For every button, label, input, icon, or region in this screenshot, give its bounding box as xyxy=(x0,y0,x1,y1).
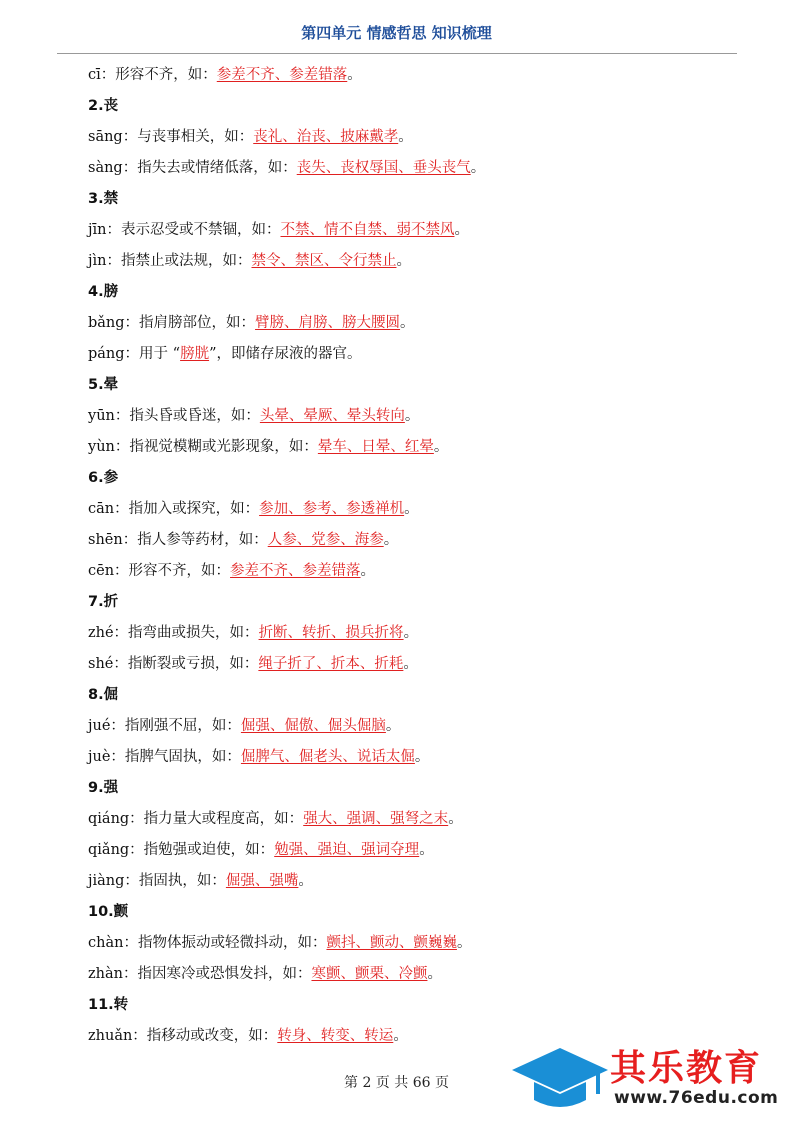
entry-suffix: 。 xyxy=(427,966,442,982)
page-number: 第 2 页 共 66 页 xyxy=(344,1075,449,1091)
section-heading: 6.参 xyxy=(88,470,119,486)
section-heading: 3.禁 xyxy=(88,191,119,207)
entry-definition: zhuǎn：指移动或改变，如： xyxy=(88,1028,278,1044)
entry-definition: cī：形容不齐，如： xyxy=(88,67,217,83)
entry-definition: jīn：表示忍受或不禁锢，如： xyxy=(88,222,281,238)
entry-examples: 倔强、强嘴 xyxy=(225,873,299,889)
entry-examples: 参差不齐、参差错落 xyxy=(230,563,361,579)
section-heading: 8.倔 xyxy=(88,687,119,703)
watermark-logo xyxy=(510,1038,790,1118)
pronunciation-entry xyxy=(88,804,728,835)
entry-definition: qiáng：指力量大或程度高，如： xyxy=(88,811,304,827)
entry-suffix: 。 xyxy=(396,253,411,269)
section-heading: 4.膀 xyxy=(88,284,119,300)
entry-suffix: 。 xyxy=(448,811,463,827)
entry-definition: páng：用于 “ xyxy=(88,346,181,362)
pronunciation-entry xyxy=(88,308,728,339)
entry-suffix: 。 xyxy=(400,315,415,331)
watermark-name: 其乐教育 xyxy=(610,1048,763,1089)
entry-examples: 丧礼、治丧、披麻戴孝 xyxy=(253,129,399,145)
entry-examples: 臂膀、肩膀、膀大腰圆 xyxy=(255,315,401,331)
entry-examples: 强大、强调、强弩之末 xyxy=(303,811,449,827)
page-header-title: 第四单元 情感哲思 知识梳理 xyxy=(301,24,492,42)
entry-examples: 参加、参考、参透禅机 xyxy=(259,501,405,517)
entry-definition: cān：指加入或探究，如： xyxy=(88,501,260,517)
entry-definition: zhé：指弯曲或损失，如： xyxy=(88,625,259,641)
pronunciation-entry xyxy=(88,432,728,463)
entry-suffix: ”，即储存尿液的器官。 xyxy=(209,346,362,362)
entry-suffix: 。 xyxy=(456,935,472,951)
entry-examples: 倔脾气、倔老头、说话太倔 xyxy=(240,749,415,765)
entry-definition: yūn：指头昏或昏迷，如： xyxy=(88,408,260,424)
pronunciation-entry xyxy=(88,711,728,742)
entry-examples: 转身、转变、转运 xyxy=(277,1028,394,1044)
entry-examples: 倔强、倔傲、倔头倔脑 xyxy=(240,718,386,734)
pronunciation-entry xyxy=(88,153,728,184)
pronunciation-entry xyxy=(88,866,728,897)
entry-definition: shé：指断裂或亏损，如： xyxy=(88,656,259,672)
pronunciation-entry xyxy=(88,215,728,246)
entry-suffix: 。 xyxy=(403,656,418,672)
entry-definition: jué：指刚强不屈，如： xyxy=(88,718,241,734)
entry-definition: cēn：形容不齐，如： xyxy=(88,563,231,579)
pronunciation-entry xyxy=(88,122,728,153)
pronunciation-entry xyxy=(88,618,728,649)
entry-suffix: 。 xyxy=(433,439,449,455)
entry-examples: 丧失、丧权辱国、垂头丧气 xyxy=(296,160,471,176)
entry-suffix: 。 xyxy=(419,842,434,858)
entry-suffix: 。 xyxy=(385,718,401,734)
document-body xyxy=(88,60,728,1052)
entry-suffix: 。 xyxy=(360,563,376,579)
entry-definition: chàn：指物体振动或轻微抖动，如： xyxy=(88,935,327,951)
section-heading: 7.折 xyxy=(88,594,119,610)
section-heading: 2.丧 xyxy=(88,98,119,114)
entry-suffix: 。 xyxy=(454,222,469,238)
entry-examples: 晕车、日晕、红晕 xyxy=(317,439,434,455)
entry-definition: jìn：指禁止或法规，如： xyxy=(88,253,252,269)
entry-examples: 勉强、强迫、强词夺理 xyxy=(274,842,420,858)
entry-suffix: 。 xyxy=(414,749,430,765)
pronunciation-entry xyxy=(88,928,728,959)
pronunciation-entry xyxy=(88,556,728,587)
entry-definition: jiàng：指固执，如： xyxy=(88,873,226,889)
pronunciation-entry xyxy=(88,742,728,773)
section-heading: 9.强 xyxy=(88,780,119,796)
entry-definition: qiǎng：指勉强或迫使，如： xyxy=(88,842,275,858)
entry-suffix: 。 xyxy=(298,873,313,889)
graduation-cap-icon xyxy=(510,1044,610,1114)
entry-definition: sàng：指失去或情绪低落，如： xyxy=(88,160,297,176)
entry-definition: shēn：指人参等药材，如： xyxy=(88,532,268,548)
entry-examples: 头晕、晕厥、晕头转向 xyxy=(259,408,405,424)
pronunciation-entry xyxy=(88,339,728,370)
entry-examples: 人参、党参、海参 xyxy=(267,532,384,548)
header-divider xyxy=(57,53,737,54)
entry-suffix: 。 xyxy=(470,160,486,176)
entry-suffix: 。 xyxy=(347,67,362,83)
entry-suffix: 。 xyxy=(404,408,420,424)
entry-examples: 折断、转折、损兵折将 xyxy=(258,625,404,641)
entry-examples: 绳子折了、折本、折耗 xyxy=(258,656,404,672)
entry-examples: 参差不齐、参差错落 xyxy=(216,67,348,83)
section-heading: 11.转 xyxy=(88,997,129,1013)
pronunciation-entry xyxy=(88,246,728,277)
entry-examples: 禁令、禁区、令行禁止 xyxy=(251,253,397,269)
pronunciation-entry xyxy=(88,835,728,866)
entry-suffix: 。 xyxy=(404,501,419,517)
pronunciation-entry xyxy=(88,494,728,525)
pronunciation-entry xyxy=(88,60,728,91)
entry-suffix: 。 xyxy=(383,532,399,548)
pronunciation-entry xyxy=(88,959,728,990)
pronunciation-entry xyxy=(88,401,728,432)
watermark-url: www.76edu.com xyxy=(614,1088,779,1108)
entry-suffix: 。 xyxy=(393,1028,408,1044)
entry-definition: yùn：指视觉模糊或光影现象，如： xyxy=(88,439,318,455)
entry-examples: 颤抖、颤动、颤巍巍 xyxy=(326,935,457,951)
entry-definition: sāng：与丧事相关，如： xyxy=(88,129,254,145)
pronunciation-entry xyxy=(88,649,728,680)
entry-examples: 膀胱 xyxy=(180,346,210,362)
section-heading: 10.颤 xyxy=(88,904,129,920)
entry-definition: zhàn：指因寒冷或恐惧发抖，如： xyxy=(88,966,312,982)
entry-examples: 寒颤、颤栗、冷颤 xyxy=(311,966,428,982)
section-heading: 5.晕 xyxy=(88,377,119,393)
entry-examples: 不禁、情不自禁、弱不禁风 xyxy=(280,222,455,238)
entry-definition: bǎng：指肩膀部位，如： xyxy=(88,315,256,331)
entry-suffix: 。 xyxy=(398,129,413,145)
entry-suffix: 。 xyxy=(403,625,419,641)
pronunciation-entry xyxy=(88,525,728,556)
entry-definition: juè：指脾气固执，如： xyxy=(88,749,241,765)
